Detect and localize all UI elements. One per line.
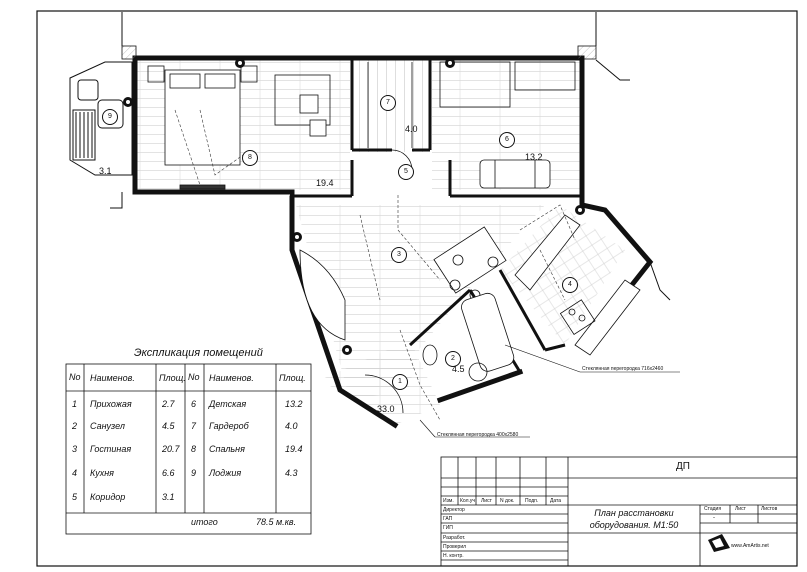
rev-header: Дата [550, 498, 562, 504]
row-num: 2 [72, 421, 78, 431]
role-label: Н. контр. [443, 553, 464, 559]
col-header: Наименов. [90, 373, 135, 383]
room-number: 2 [445, 351, 461, 367]
row-area: 4.0 [285, 421, 298, 431]
stage-header: Стадия [704, 506, 722, 512]
loggia [70, 62, 132, 175]
room-area: 33.0 [377, 404, 395, 414]
role-label: Разработ. [443, 535, 466, 541]
row-name: Детская [209, 399, 247, 409]
room-number: 9 [102, 109, 118, 125]
col-header: No [188, 372, 200, 382]
row-name: Санузел [90, 421, 125, 431]
explication-title: Экспликация помещений [134, 347, 263, 359]
col-header: No [69, 372, 81, 382]
room-number: 7 [380, 95, 396, 111]
rev-header: Кол.уч [460, 498, 475, 504]
room-number: 4 [562, 277, 578, 293]
row-name: Прихожая [90, 399, 132, 409]
row-num: 9 [191, 468, 197, 478]
col-header: Площ. [159, 373, 186, 383]
row-area: 4.5 [162, 421, 175, 431]
project-code: ДП [676, 461, 690, 472]
row-num: 4 [72, 468, 78, 478]
partition-note-upper: Стеклянная перегородка 716x2460 [582, 366, 664, 372]
row-num: 5 [72, 492, 78, 502]
row-name: Спальня [209, 444, 245, 454]
role-label: ГАП [443, 516, 453, 522]
partition-note-lower: Стеклянная перегородка 400x2580 [437, 432, 519, 438]
leader-lower [420, 420, 435, 437]
row-num: 7 [191, 421, 197, 431]
room-area: 4.5 [452, 364, 465, 374]
row-name: Гостиная [90, 444, 132, 454]
stage-value: - [713, 515, 715, 521]
total-label: итого [191, 517, 218, 527]
stage-header: Листов [761, 506, 778, 512]
row-name: Кухня [90, 468, 114, 478]
room-number: 1 [392, 374, 408, 390]
rev-header: N док. [500, 498, 515, 504]
row-area: 6.6 [162, 468, 175, 478]
rev-header: Изм. [443, 498, 454, 504]
row-area: 2.7 [162, 399, 175, 409]
col-header: Наименов. [209, 373, 254, 383]
stage-header: Лист [735, 506, 746, 512]
rev-header: Лист [481, 498, 492, 504]
sheet-name-line-2: оборудования. М1:50 [589, 520, 679, 530]
col-header: Площ. [279, 373, 306, 383]
room-number: 8 [242, 150, 258, 166]
row-num: 8 [191, 444, 197, 454]
row-num: 1 [72, 399, 78, 409]
row-name: Лоджия [209, 468, 242, 478]
sheet-name-line-1: План расстановки [594, 508, 674, 518]
rev-header: Подп. [525, 498, 539, 504]
total-value: 78.5 м.кв. [256, 517, 297, 527]
row-area: 4.3 [285, 468, 298, 478]
row-num: 3 [72, 444, 78, 454]
row-area: 20.7 [162, 444, 180, 454]
row-area: 19.4 [285, 444, 303, 454]
row-name: Коридор [90, 492, 126, 502]
row-area: 13.2 [285, 399, 303, 409]
role-label: Директор [443, 507, 465, 513]
role-label: ГИП [443, 525, 453, 531]
room-area: 13.2 [525, 152, 543, 162]
company-logo [708, 534, 730, 552]
room-number: 5 [398, 164, 414, 180]
room-area: 19.4 [316, 178, 334, 188]
room-number: 6 [499, 132, 515, 148]
role-label: Проверил [443, 544, 467, 550]
room-number: 3 [391, 247, 407, 263]
row-name: Гардероб [209, 421, 249, 431]
company-name: www.AmArtis.net [731, 543, 769, 549]
room-area: 4.0 [405, 124, 418, 134]
room-area: 3.1 [99, 166, 112, 176]
row-num: 6 [191, 399, 197, 409]
row-area: 3.1 [162, 492, 175, 502]
